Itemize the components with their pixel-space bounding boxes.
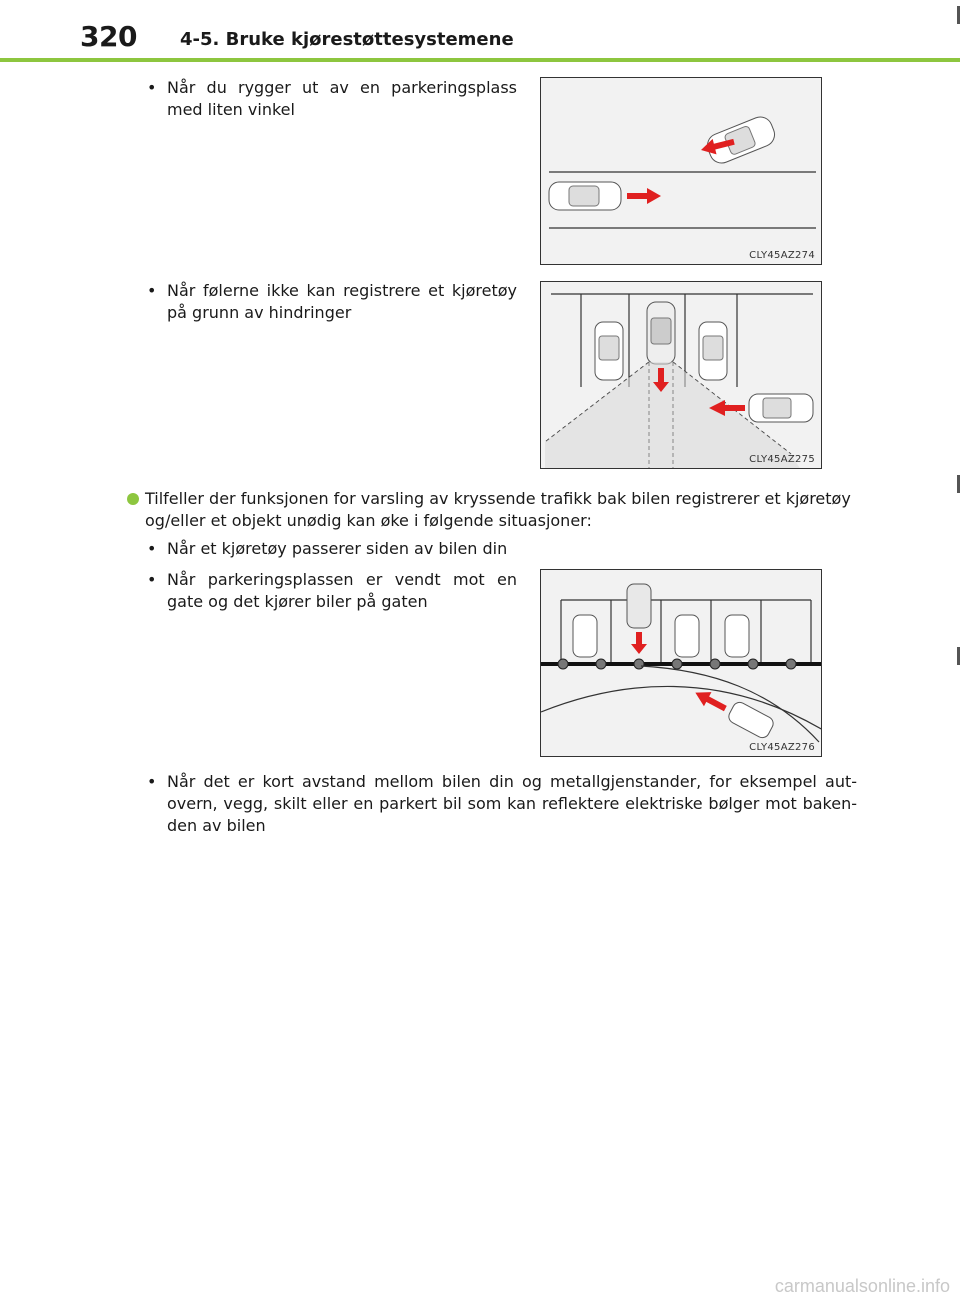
car-parked	[573, 615, 597, 657]
bullet-item	[145, 280, 517, 324]
figure-reversing-angle	[540, 77, 822, 265]
bullet-dot: •	[147, 281, 157, 300]
bullet-item	[145, 538, 517, 560]
bullet-ball-icon	[127, 493, 139, 505]
bullet-dot: •	[147, 570, 157, 589]
main-bullet-item	[127, 488, 857, 532]
bullet-text: Når det er kort avstand mellom bilen din og metallgjenstander, for eksempel aut-overn, vegg, skilt eller en parkert bil som kan reflektere elektriske bølger mot baken-den av bilen	[167, 772, 857, 835]
figure-1-illustration	[541, 78, 822, 265]
car-parked	[725, 615, 749, 657]
page-number: 320	[80, 20, 137, 53]
figure-3-illustration	[541, 570, 822, 757]
car-moving	[726, 700, 775, 740]
bullet-item	[145, 77, 517, 121]
car-parked	[595, 322, 623, 380]
bullet-text: Når et kjøretøy passerer siden av bilen din	[167, 539, 508, 558]
arrow-icon	[631, 632, 647, 654]
bullet-item	[145, 771, 857, 837]
figure-parking-facing-street	[540, 569, 822, 757]
car-reversing	[627, 584, 651, 628]
bullet-text: Når følerne ikke kan registrere et kjøretøy på grunn av hindringer	[167, 281, 517, 322]
figure-code: CLY45AZ274	[749, 250, 815, 261]
figure-code: CLY45AZ276	[749, 742, 815, 753]
car-parked	[675, 615, 699, 657]
header-rule	[0, 58, 960, 62]
bullet-dot: •	[147, 78, 157, 97]
car-approaching	[749, 394, 813, 422]
figure-2-illustration	[541, 282, 822, 469]
page-header	[0, 0, 960, 62]
car-passing	[549, 182, 621, 210]
bullet-dot: •	[147, 539, 157, 558]
main-bullet-text: Tilfeller der funksjonen for varsling av kryssende trafikk bak bilen registrerer et kjøretøy og/eller et objekt unødig kan øke i følgende situasjoner:	[145, 489, 851, 530]
bullet-text: Når parkeringsplassen er vendt mot en gate og det kjører biler på gaten	[167, 570, 517, 611]
car-parked	[699, 322, 727, 380]
car-reversing	[704, 113, 778, 166]
section-title: 4-5. Bruke kjørestøttesystemene	[180, 29, 514, 50]
bullet-item	[145, 569, 517, 613]
arrow-icon	[627, 188, 661, 204]
car-reversing	[647, 302, 675, 364]
bullet-dot: •	[147, 772, 157, 791]
figure-obstructed-sensors	[540, 281, 822, 469]
bullet-text: Når du rygger ut av en parkeringsplass med liten vinkel	[167, 78, 517, 119]
figure-code: CLY45AZ275	[749, 454, 815, 465]
watermark: carmanualsonline.info	[774, 1276, 950, 1296]
